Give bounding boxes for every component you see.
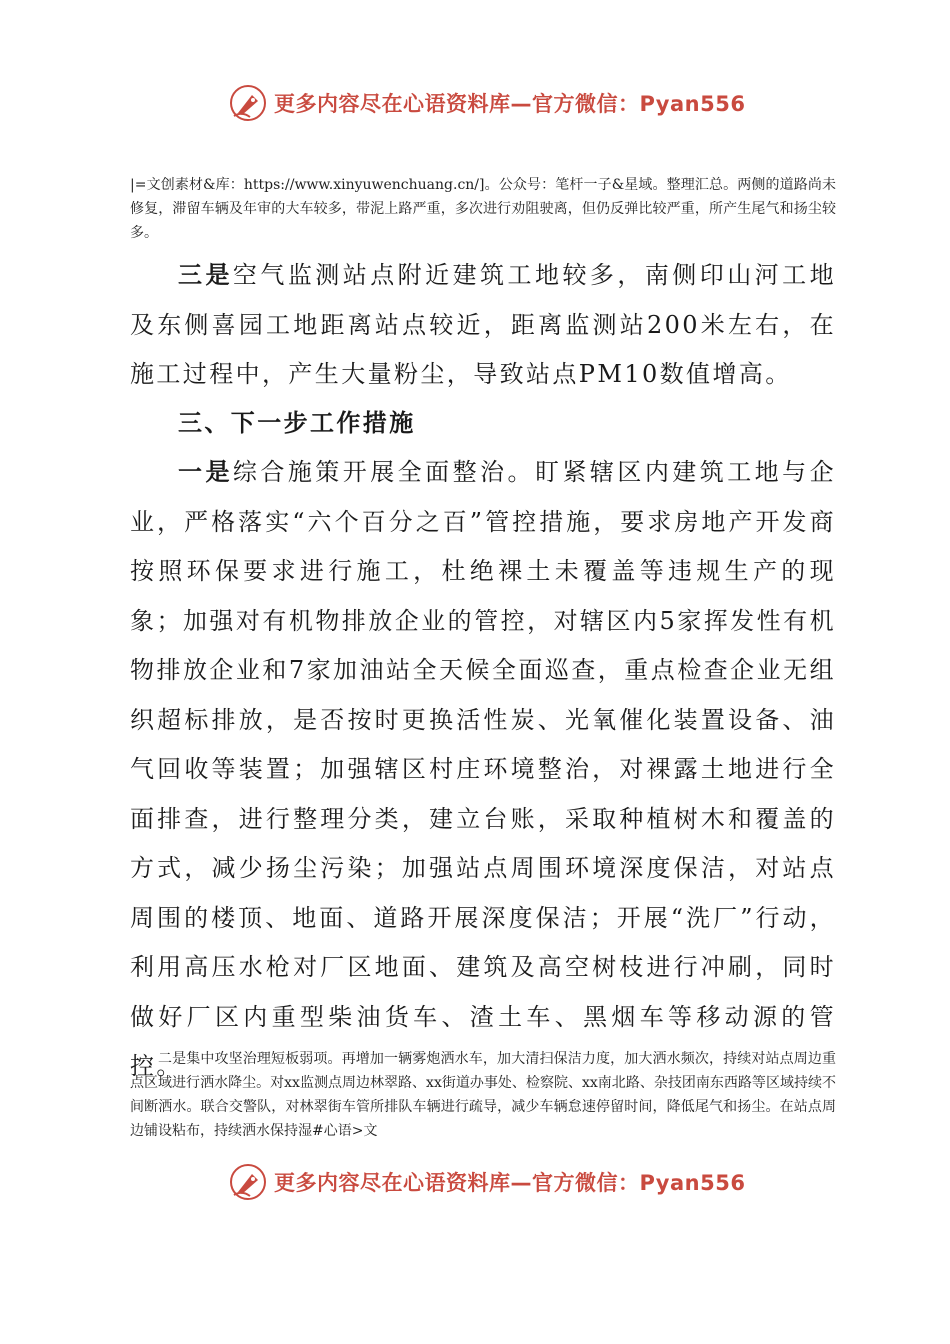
paragraph-third-point (130, 250, 836, 400)
pen-nib-logo-icon (228, 1162, 268, 1202)
header-banner (228, 83, 746, 123)
paragraph-body: 空气监测站点附近建筑工地较多，南侧印山河工地及东侧喜园工地距离站点较近，距离监测站200米左右，在施工过程中，产生大量粉尘，导致站点PM10数值增高。 (130, 261, 836, 388)
paragraph-second-measure: 二是集中攻坚治理短板弱项。再增加一辆雾炮洒水车，加大清扫保洁力度，加大洒水频次，持续对站点周边重点区域进行洒水降尘。对xx监测点周边林翠路、xx街道办事处、检察院、xx南北路、杂技团南东西路等区域持续不间断洒水。联合交警队，对林翠街车管所排队车辆进行疏导，减少车辆怠速停留时间，降低尾气和扬尘。在站点周边铺设粘布，持续洒水保持湿#心语>文 (130, 1051, 836, 1139)
footer-banner (228, 1162, 746, 1202)
paragraph-intro: |=文创素材&库：https://www.xinyuwenchuang.cn/]。公众号：笔杆一子&星域。整理汇总。两侧的道路尚未修复，滞留车辆及年审的大车较多，带泥上路严重，多次进行劝阻驶离，但仍反弹比较严重，所产生尾气和扬尘较多。 (130, 177, 836, 241)
pen-nib-logo-icon (228, 83, 268, 123)
footer-banner-text: 更多内容尽在心语资料库—官方微信：Pyan556 (274, 1171, 746, 1195)
header-banner-text: 更多内容尽在心语资料库—官方微信：Pyan556 (274, 92, 746, 116)
section-heading: 三、下一步工作措施 (178, 408, 416, 437)
paragraph-body: 综合施策开展全面整治。盯紧辖区内建筑工地与企业，严格落实“六个百分之百”管控措施，要求房地产开发商按照环保要求进行施工，杜绝裸土未覆盖等违规生产的现象；加强对有机物排放企业的管控，对辖区内5家挥发性有机物排放企业和7家加油站全天候全面巡查，重点检查企业无组织超标排放，是否按时更换活性炭、光氧催化装置设备、油气回收等装置；加强辖区村庄环境整治，对裸露土地进行全面排查，进行整理分类，建立台账，采取种植树木和覆盖的方式，减少扬尘污染；加强站点周围环境深度保洁，对站点周围的楼顶、地面、道路开展深度保洁；开展“洗厂”行动，利用高压水枪对厂区地面、建筑及高空树枝进行冲刷，同时做好厂区内重型柴油货车、渣土车、黑烟车等移动源的管控。 (130, 458, 836, 1080)
paragraph-lead: 三是 (178, 260, 233, 289)
paragraph-lead: 一是 (178, 457, 233, 486)
paragraph-first-measure (130, 447, 836, 1092)
